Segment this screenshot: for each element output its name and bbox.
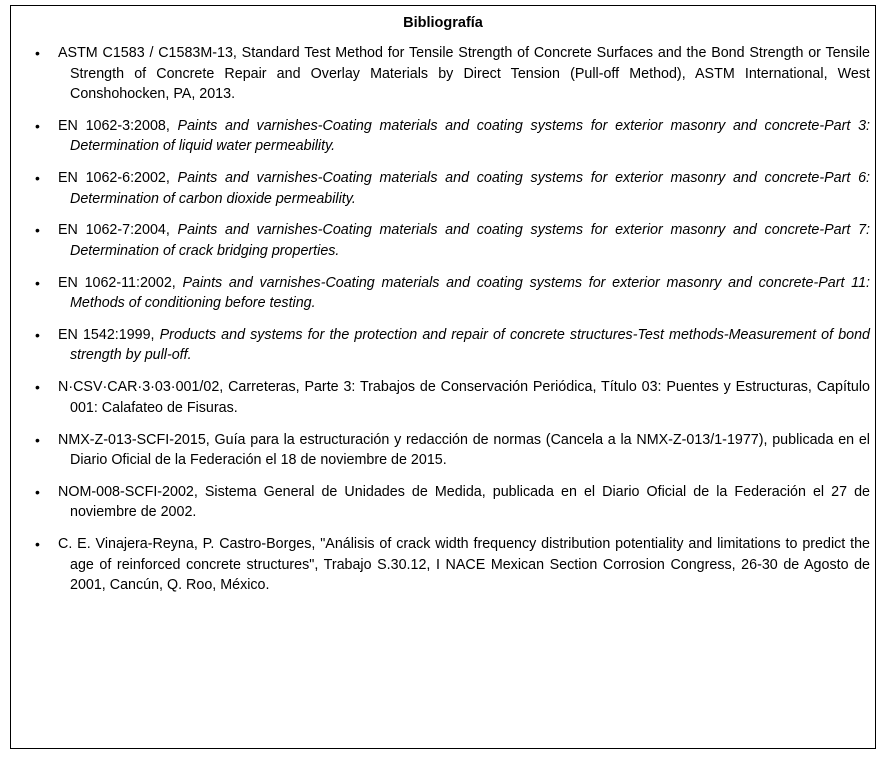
reference-citation: NMX-Z-013-SCFI-2015, Guía para la estructuración y redacción de normas (Cancela a la NMX-Z-013/1-1977), publicada en el Diario Oficial de la Federación el 18 de noviembre de 2015. <box>58 431 870 469</box>
reference-citation: N·CSV·CAR·3·03·001/02, Carreteras, Parte 3: Trabajos de Conservación Periódica, Título 03: Puentes y Estructuras, Capítulo 001: Calafateo de Fisuras. <box>58 379 870 416</box>
reference-text <box>58 222 870 259</box>
reference-title: Paints and varnishes-Coating materials and coating systems for exterior masonry and concrete-Part 3: Determination of liquid water permeability. <box>70 117 870 155</box>
reference-text <box>58 327 870 364</box>
reference-text <box>58 379 870 416</box>
reference-item: • EN 1542:1999, Products and systems for the protection and repair of concrete structures-Test methods-Measurement of bond strength by pull-off. <box>35 326 870 364</box>
reference-citation: EN 1062-3:2008, <box>58 117 178 134</box>
reference-citation: EN 1542:1999, <box>58 326 160 343</box>
reference-citation: EN 1062-6:2002, <box>58 170 178 187</box>
reference-text <box>58 170 870 207</box>
reference-item: • NMX-Z-013-SCFI-2015, Guía para la estructuración y redacción de normas (Cancela a la NMX-Z-013/1-1977), publicada en el Diario Oficial de la Federación el 18 de noviembre de 2015. <box>35 431 870 469</box>
reference-citation: EN 1062-11:2002, <box>58 274 183 291</box>
reference-citation: ASTM C1583 / C1583M-13, Standard Test Method for Tensile Strength of Concrete Surfaces and the Bond Strength or Tensile Strength of Concrete Repair and Overlay Materials by Direct Tension (Pull-off Method), ASTM International, West Conshohocken, PA, 2013. <box>58 45 870 102</box>
reference-item: • N·CSV·CAR·3·03·001/02, Carreteras, Parte 3: Trabajos de Conservación Periódica, Título 03: Puentes y Estructuras, Capítulo 001: Calafateo de Fisuras. <box>35 379 870 416</box>
reference-item: • C. E. Vinajera-Reyna, P. Castro-Borges, "Análisis of crack width frequency distribution potentiality and limitations to predict the age of reinforced concrete structures", Trabajo S.30.12, I NACE Mexican Section Corrosion Congress, 26-30 de Agosto de 2001, Cancún, Q. Roo, México. <box>35 536 870 594</box>
reference-item: • EN 1062-6:2002, Paints and varnishes-Coating materials and coating systems for exterior masonry and concrete-Part 6: Determination of carbon dioxide permeability. <box>35 170 870 207</box>
reference-title: Products and systems for the protection and repair of concrete structures-Test methods-Measurement of bond strength by pull-off. <box>70 326 870 364</box>
reference-item: • EN 1062-11:2002, Paints and varnishes-Coating materials and coating systems for exterior masonry and concrete-Part 11: Methods of conditioning before testing. <box>35 274 870 312</box>
reference-item: • EN 1062-3:2008, Paints and varnishes-Coating materials and coating systems for exterior masonry and concrete-Part 3: Determination of liquid water permeability. <box>35 117 870 155</box>
reference-title: Paints and varnishes-Coating materials and coating systems for exterior masonry and concrete-Part 7: Determination of crack bridging properties. <box>70 222 870 259</box>
reference-citation: NOM-008-SCFI-2002, Sistema General de Unidades de Medida, publicada en el Diario Oficial de la Federación el 27 de noviembre de 2002. <box>58 483 870 521</box>
bibliography-title: Bibliografía <box>403 15 483 31</box>
bibliography-frame <box>10 5 876 749</box>
reference-item: • EN 1062-7:2004, Paints and varnishes-Coating materials and coating systems for exterior masonry and concrete-Part 7: Determination of crack bridging properties. <box>35 222 870 259</box>
reference-title: Paints and varnishes-Coating materials and coating systems for exterior masonry and concrete-Part 6: Determination of carbon dioxide permeability. <box>70 170 870 207</box>
reference-list <box>11 43 877 607</box>
reference-text <box>58 45 870 102</box>
reference-text <box>58 484 870 521</box>
reference-citation: C. E. Vinajera-Reyna, P. Castro-Borges, "Análisis of crack width frequency distribution potentiality and limitations to predict the age of reinforced concrete structures", Trabajo S.30.12, I NACE Mexican Section Corrosion Congress, 26-30 de Agosto de 2001, Cancún, Q. Roo, México. <box>58 536 870 594</box>
reference-item: • NOM-008-SCFI-2002, Sistema General de Unidades de Medida, publicada en el Diario Oficial de la Federación el 27 de noviembre de 2002. <box>35 483 870 521</box>
reference-text <box>58 536 870 593</box>
reference-text <box>58 275 870 312</box>
reference-title: Paints and varnishes-Coating materials and coating systems for exterior masonry and concrete-Part 11: Methods of conditioning before testing. <box>70 274 870 312</box>
reference-text <box>58 432 870 469</box>
reference-text <box>58 118 870 155</box>
reference-item: • ASTM C1583 / C1583M-13, Standard Test Method for Tensile Strength of Concrete Surfaces and the Bond Strength or Tensile Strength of Concrete Repair and Overlay Materials by Direct Tension (Pull-off Method), ASTM International, West Conshohocken, PA, 2013. <box>35 45 870 102</box>
reference-citation: EN 1062-7:2004, <box>58 222 178 239</box>
